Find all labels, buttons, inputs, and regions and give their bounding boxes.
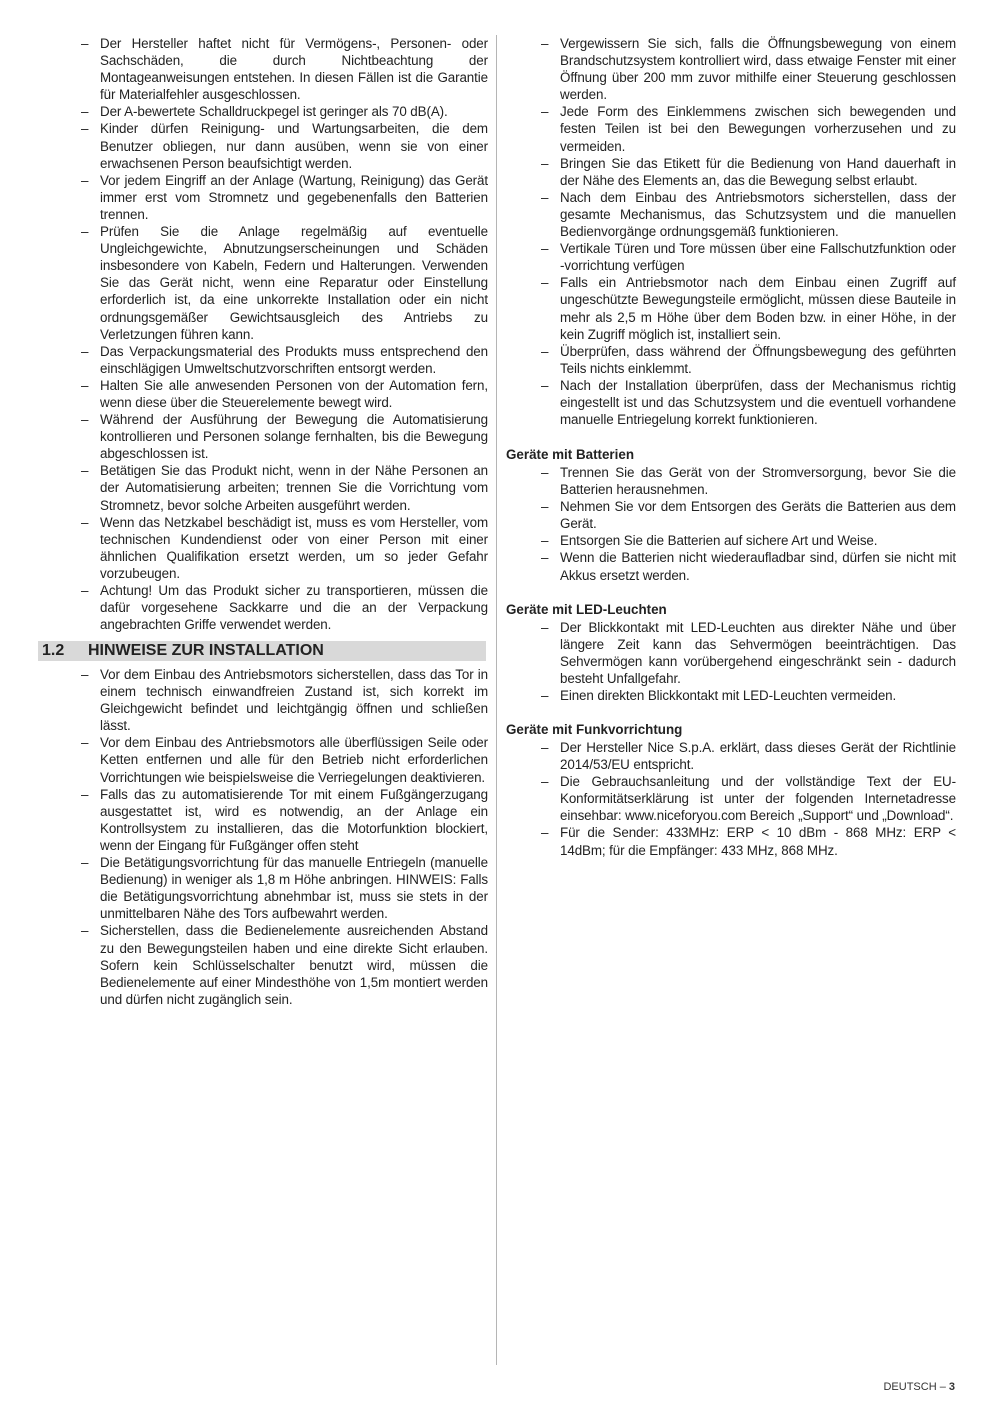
batteries-list	[540, 464, 956, 584]
left-column	[80, 35, 488, 633]
list-item: – Der A-bewertete Schalldruckpegel ist geringer als 70 dB(A).	[80, 103, 488, 120]
section-heading	[38, 641, 486, 661]
list-item: – Das Verpackungsmaterial des Produkts muss entsprechend den einschlägigen Umweltschutzvorschriften entsorgt werden.	[80, 343, 488, 377]
list-item: – Die Gebrauchsanleitung und der vollständige Text der EU-Konformitätserklärung ist unter der folgenden Internetadresse einsehbar: www.niceforyou.com Bereich „Support“ und „Download“.	[540, 773, 956, 824]
batteries-heading: Geräte mit Batterien	[506, 447, 634, 462]
radio-list-container	[540, 739, 956, 859]
list-item: – Während der Ausführung der Bewegung die Automatisierung kontrollieren und Personen solange fernhalten, bis die Bewegung abgeschlossen ist.	[80, 411, 488, 462]
led-list-container	[540, 619, 956, 704]
list-item: – Jede Form des Einklemmens zwischen sich bewegenden und festen Teilen ist bei den Bewegungen vorherzusehen und zu vermeiden.	[540, 103, 956, 154]
page-number: 3	[948, 1381, 955, 1393]
footer-language: DEUTSCH –	[883, 1381, 946, 1393]
installation-list	[80, 666, 488, 1008]
list-item: – Nehmen Sie vor dem Entsorgen des Geräts die Batterien aus dem Gerät.	[540, 498, 956, 532]
list-item: – Vertikale Türen und Tore müssen über eine Fallschutzfunktion oder -vorrichtung verfügen	[540, 240, 956, 274]
list-item: – Wenn die Batterien nicht wiederaufladbar sind, dürfen sie nicht mit Akkus ersetzt werden.	[540, 549, 956, 583]
list-item: – Vor jedem Eingriff an der Anlage (Wartung, Reinigung) das Gerät immer erst vom Stromnetz und gegebenenfalls den Batterien trennen.	[80, 172, 488, 223]
list-item: – Vor dem Einbau des Antriebsmotors alle überflüssigen Seile oder Ketten entfernen und alle für den Betrieb nicht erforderlichen Vorrichtungen wie beispielsweise die Verriegelungen deaktivieren.	[80, 734, 488, 785]
list-item: – Der Hersteller haftet nicht für Vermögens-, Personen- oder Sachschäden, die durch Nichtbeachtung der Montageanweisungen entstehen. In diesen Fällen ist die Garantie für Materialfehler ausgeschlossen.	[80, 35, 488, 103]
list-item: – Der Blickkontakt mit LED-Leuchten aus direkter Nähe und über längere Zeit kann das Sehvermögen beeinträchtigen. Das Sehvermögen kann vorübergehend eingeschränkt sein - dadurch besteht Unfallgefahr.	[540, 619, 956, 687]
list-item: – Prüfen Sie die Anlage regelmäßig auf eventuelle Ungleichgewichte, Abnutzungserscheinungen und Schäden insbesondere von Kabeln, Federn und Halterungen. Verwenden Sie das Gerät nicht, wenn eine Reparatur oder Einstellung erforderlich ist, da eine unkorrekte Installation oder ein nicht ordnungsgemäßer Gewichtsausgleich des Antriebs zu Verletzungen führen kann.	[80, 223, 488, 343]
list-item: – Kinder dürfen Reinigung- und Wartungsarbeiten, die dem Benutzer obliegen, nur dann ausüben, wenn sie von einer erwachsenen Person beaufsichtigt werden.	[80, 120, 488, 171]
list-item: – Entsorgen Sie die Batterien auf sichere Art und Weise.	[540, 532, 956, 549]
list-item: – Einen direkten Blickkontakt mit LED-Leuchten vermeiden.	[540, 687, 956, 704]
led-list	[540, 619, 956, 704]
radio-list	[540, 739, 956, 859]
list-item: – Vor dem Einbau des Antriebsmotors sicherstellen, dass das Tor in einem technisch einwandfreien Zustand ist, sich korrekt im Gleichgewicht befindet und leichtgängig öffnen und schließen lässt.	[80, 666, 488, 734]
section-title: HINWEISE ZUR INSTALLATION	[88, 642, 324, 659]
list-item: – Sicherstellen, dass die Bedienelemente ausreichenden Abstand zu den Bewegungsteilen haben und eine direkte Sicht erlauben. Sofern kein Schlüsselschalter benutzt wird, müssen die Bedienelemente auf einer Mindesthöhe von 1,5m montiert werden und dürfen nicht zugänglich sein.	[80, 922, 488, 1007]
right-column	[540, 35, 956, 428]
batteries-list-container	[540, 464, 956, 584]
page-footer	[883, 1381, 955, 1393]
column-divider	[496, 35, 497, 1365]
installation-list-continued	[540, 35, 956, 428]
list-item: – Wenn das Netzkabel beschädigt ist, muss es vom Hersteller, vom technischen Kundendienst oder von einer Person mit einer ähnlichen Qualifikation ersetzt werden, um so jeder Gefahr vorzubeugen.	[80, 514, 488, 582]
installation-list-container	[80, 666, 488, 1008]
list-item: – Überprüfen, dass während der Öffnungsbewegung des geführten Teils nichts einklemmt.	[540, 343, 956, 377]
list-item: – Trennen Sie das Gerät von der Stromversorgung, bevor Sie die Batterien herausnehmen.	[540, 464, 956, 498]
list-item: – Für die Sender: 433MHz: ERP < 10 dBm - 868 MHz: ERP < 14dBm; für die Empfänger: 433 MHz, 868 MHz.	[540, 824, 956, 858]
list-item: – Halten Sie alle anwesenden Personen von der Automation fern, wenn diese über die Steuerelemente bewegt wird.	[80, 377, 488, 411]
radio-heading: Geräte mit Funkvorrichtung	[506, 722, 683, 737]
list-item: – Der Hersteller Nice S.p.A. erklärt, dass dieses Gerät der Richtlinie 2014/53/EU entspricht.	[540, 739, 956, 773]
list-item: – Betätigen Sie das Produkt nicht, wenn in der Nähe Personen an der Automatisierung arbeiten; trennen Sie die Vorrichtung vom Stromnetz, bevor solche Arbeiten ausgeführt werden.	[80, 462, 488, 513]
led-heading: Geräte mit LED-Leuchten	[506, 602, 667, 617]
safety-list	[80, 35, 488, 633]
list-item: – Die Betätigungsvorrichtung für das manuelle Entriegeln (manuelle Bedienung) in weniger als 1,8 m Höhe anbringen. HINWEIS: Falls die Betätigungsvorrichtung abnehmbar ist, muss sie stets in der unmittelbaren Nähe des Tors aufbewahrt werden.	[80, 854, 488, 922]
list-item: – Achtung! Um das Produkt sicher zu transportieren, müssen die dafür vorgesehene Sackkarre und die an der Verpackung angebrachten Griffe verwendet werden.	[80, 582, 488, 633]
list-item: – Bringen Sie das Etikett für die Bedienung von Hand dauerhaft in der Nähe des Elements an, das die Bewegung selbst erlaubt.	[540, 155, 956, 189]
list-item: – Nach dem Einbau des Antriebsmotors sicherstellen, dass der gesamte Mechanismus, das Schutzsystem und die manuellen Bedienvorgänge ordnungsgemäß funktionieren.	[540, 189, 956, 240]
list-item: – Vergewissern Sie sich, falls die Öffnungsbewegung von einem Brandschutzsystem kontrolliert wird, dass etwaige Fenster mit einer Öffnung über 200 mm zuvor mithilfe einer Steuerung geschlossen werden.	[540, 35, 956, 103]
list-item: – Nach der Installation überprüfen, dass der Mechanismus richtig eingestellt ist und das Schutzsystem und die eventuell vorhandene manuelle Entriegelung korrekt funktionieren.	[540, 377, 956, 428]
list-item: – Falls ein Antriebsmotor nach dem Einbau einen Zugriff auf ungeschützte Bewegungsteile ermöglicht, müssen diese Bauteile in mehr als 2,5 m Höhe über dem Boden bzw. in einer Höhe, in der kein Zugriff möglich ist, installiert sein.	[540, 274, 956, 342]
list-item: – Falls das zu automatisierende Tor mit einem Fußgängerzugang ausgestattet ist, wird es notwendig, an der Anlage ein Kontrollsystem zu installieren, das die Motorfunktion blockiert, wenn der Eingang für Fußgänger offen steht	[80, 786, 488, 854]
section-number: 1.2	[42, 642, 65, 659]
